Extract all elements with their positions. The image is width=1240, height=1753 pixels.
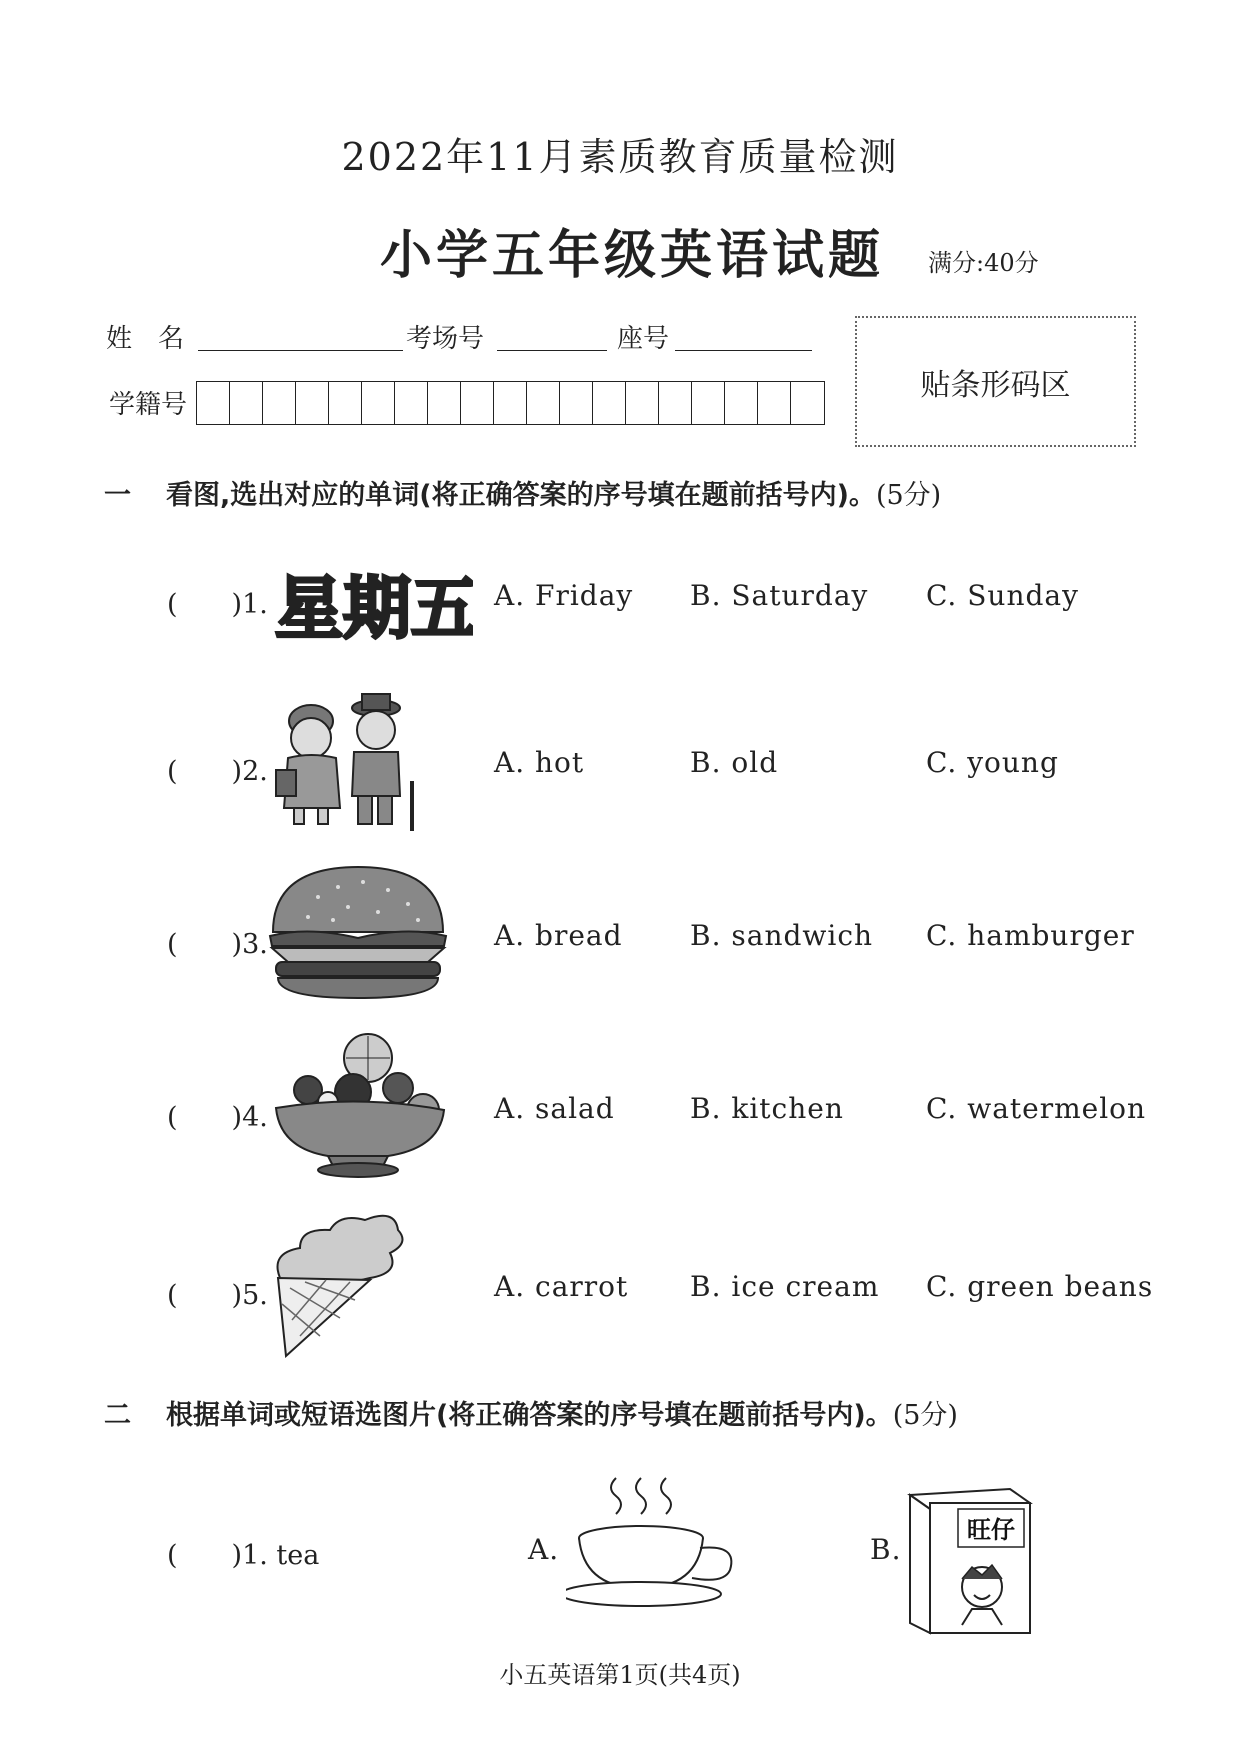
- hamburger-picture: [268, 862, 448, 1006]
- barcode-area: [855, 316, 1136, 447]
- s2-q1-number: ( )1. tea: [167, 1540, 320, 1571]
- exam-title: 2022年11月素质教育质量检测: [341, 135, 899, 179]
- section1-instruction: [166, 473, 941, 512]
- section2-points: (5分): [892, 1400, 958, 1431]
- student-id-grid[interactable]: [196, 381, 825, 425]
- s2-q1-option-b[interactable]: B.: [870, 1533, 902, 1566]
- q5-option-c[interactable]: C. green beans: [926, 1270, 1154, 1303]
- section2-number: 二: [104, 1400, 131, 1431]
- friday-picture: [273, 540, 473, 664]
- id-label: 学籍号: [109, 390, 188, 420]
- q3-option-a[interactable]: A. bread: [494, 919, 623, 952]
- section2-instruction-text: 根据单词或短语选图片(将正确答案的序号填在题前括号内)。: [166, 1400, 893, 1431]
- q3-option-b[interactable]: B. sandwich: [690, 919, 874, 952]
- section1-points: (5分): [875, 480, 942, 511]
- seat-label: 座号: [617, 324, 670, 354]
- tea-cup-picture: [566, 1470, 746, 1614]
- page-title: 小学五年级英语试题: [380, 226, 885, 286]
- q4-option-a[interactable]: A. salad: [494, 1092, 615, 1125]
- q5-option-a[interactable]: A. carrot: [494, 1270, 629, 1303]
- q2-number: ( )2.: [167, 756, 268, 787]
- q1-number: ( )1.: [167, 589, 268, 620]
- q1-option-c[interactable]: C. Sunday: [926, 579, 1079, 612]
- s2-q1-option-a[interactable]: A.: [528, 1533, 560, 1566]
- barcode-label: 贴条形码区: [920, 367, 1071, 403]
- q4-option-b[interactable]: B. kitchen: [690, 1092, 844, 1125]
- friday-picture-text: 星期五: [275, 570, 473, 649]
- q4-number: ( )4.: [167, 1102, 268, 1133]
- milk-box-brand: 旺仔: [967, 1516, 1015, 1544]
- q1-option-b[interactable]: B. Saturday: [690, 579, 869, 612]
- q2-option-c[interactable]: C. young: [926, 746, 1059, 779]
- q3-number: ( )3.: [167, 929, 268, 960]
- milk-box-picture: [900, 1475, 1040, 1639]
- q5-option-b[interactable]: B. ice cream: [690, 1270, 880, 1303]
- q1-option-a[interactable]: A. Friday: [494, 579, 634, 612]
- section1-instruction-text: 看图,选出对应的单词(将正确答案的序号填在题前括号内)。: [166, 480, 876, 511]
- q4-option-c[interactable]: C. watermelon: [926, 1092, 1147, 1125]
- page-footer: 小五英语第1页(共4页): [499, 1661, 741, 1689]
- salad-picture: [268, 1030, 448, 1184]
- room-label: 考场号: [406, 324, 485, 354]
- seat-field[interactable]: [675, 318, 812, 351]
- q5-number: ( )5.: [167, 1280, 268, 1311]
- ice-cream-picture: [270, 1208, 410, 1362]
- name-label: 姓 名: [106, 324, 185, 354]
- section1-number: 一: [104, 480, 131, 511]
- section2-instruction: [166, 1393, 958, 1432]
- old-couple-picture: [266, 686, 426, 840]
- q3-option-c[interactable]: C. hamburger: [926, 919, 1135, 952]
- room-field[interactable]: [497, 318, 607, 351]
- q2-option-b[interactable]: B. old: [690, 746, 779, 779]
- full-score: 满分:40分: [928, 249, 1039, 277]
- q2-option-a[interactable]: A. hot: [494, 746, 585, 779]
- name-field[interactable]: [198, 318, 403, 351]
